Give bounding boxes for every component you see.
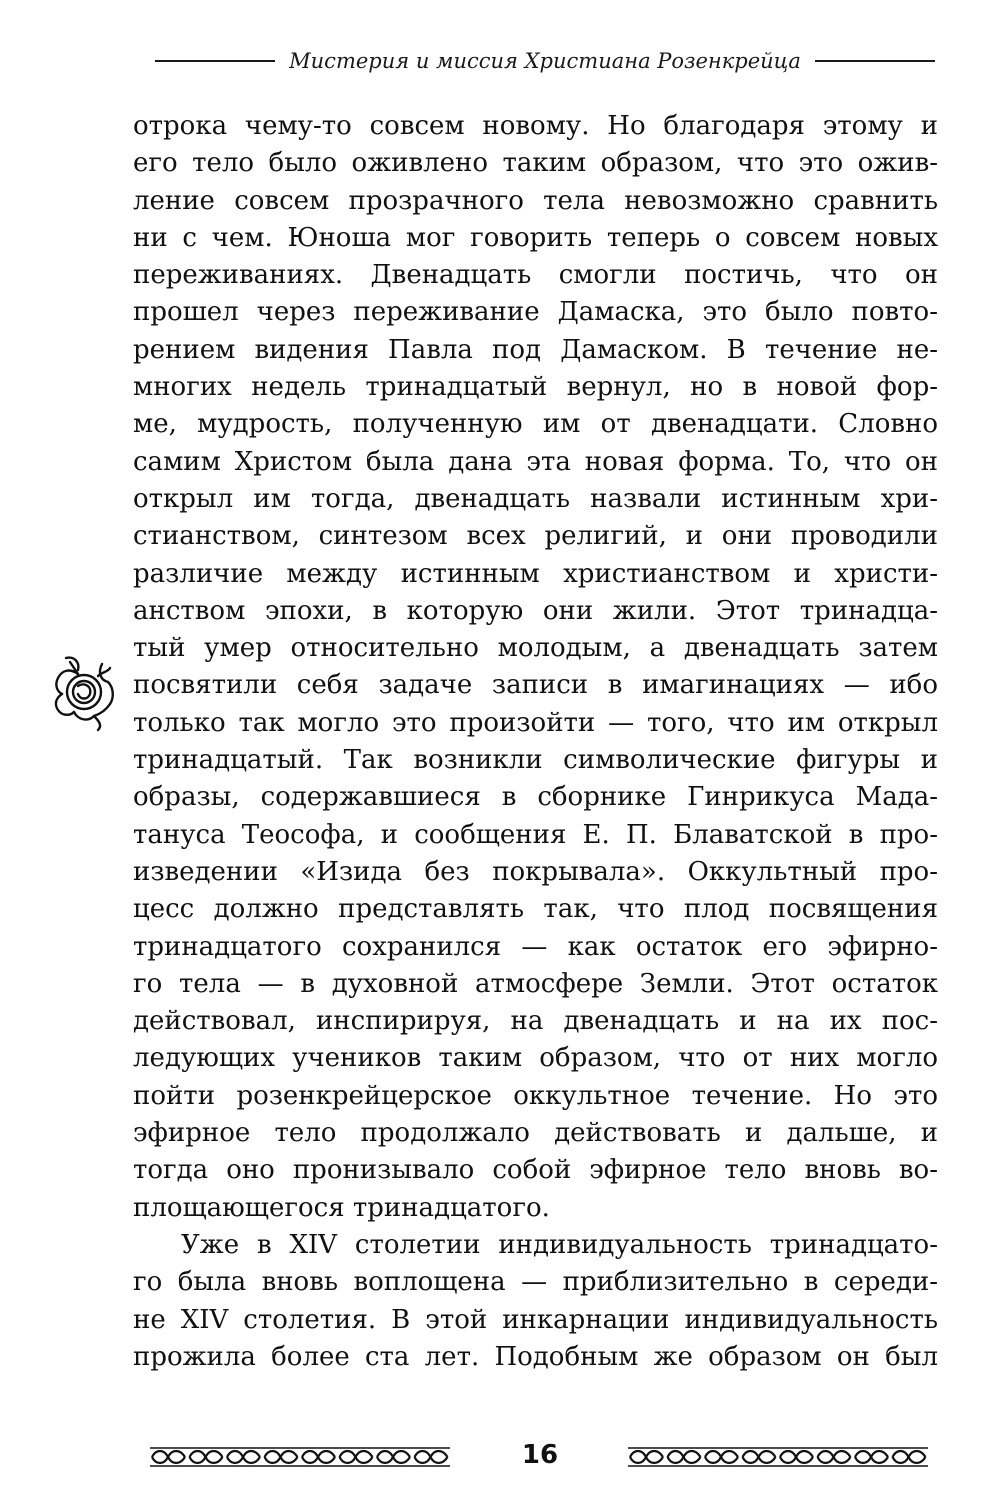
text-line: изведении «Изида без покрывала». Оккультный про- — [133, 856, 938, 887]
text-line: ледующих учеников таким образом, что от них могло — [133, 1043, 938, 1074]
text-line: тануса Теософа, и сообщения Е. П. Блаватской в про- — [133, 819, 938, 850]
text-line: ме, мудрость, полученную им от двенадцати. Словно — [133, 409, 938, 440]
paragraph — [133, 108, 938, 1227]
footer-ornament-left-icon — [150, 1446, 450, 1468]
text-line: не XIV столетия. В этой инкарнации индивидуальность — [133, 1304, 938, 1335]
text-line: переживаниях. Двенадцать смогли постичь, что он — [133, 260, 938, 291]
rose-emblem-icon — [48, 652, 120, 732]
text-line: многих недель тринадцатый вернул, но в новой фор- — [133, 372, 938, 403]
header-rule-left — [155, 60, 275, 62]
text-line: рением видения Павла под Дамаском. В течение не- — [133, 334, 938, 365]
running-header — [155, 44, 935, 78]
text-line: отрока чему-то совсем новому. Но благодаря этому и — [133, 111, 938, 141]
text-line: его тело было оживлено таким образом, что это ожив- — [133, 148, 938, 179]
paragraph — [133, 1227, 938, 1376]
text-line: эфирное тело продолжало действовать и дальше, и — [133, 1118, 938, 1149]
page-footer — [150, 1440, 930, 1474]
text-line: различие между истинным христианством и христи- — [133, 558, 938, 589]
text-line: го была вновь воплощена — приблизительно в середи- — [133, 1267, 938, 1298]
body-text — [133, 108, 938, 1376]
text-line: стианством, синтезом всех религий, и они проводили — [133, 521, 938, 552]
text-line: Уже в XIV столетии индивидуальность тринадцато- — [181, 1229, 938, 1260]
text-line: тринадцатый. Так возникли символические фигуры и — [133, 745, 938, 776]
text-line: прожила более ста лет. Подобным же образом он был — [133, 1341, 938, 1372]
text-line: посвятили себя задаче записи в имагинациях — ибо — [133, 670, 938, 701]
page-number: 16 — [521, 1440, 559, 1470]
text-line: открыл им тогда, двенадцать назвали истинным хри- — [133, 483, 938, 514]
text-line: ни с чем. Юноша мог говорить теперь о совсем новых — [133, 222, 938, 253]
running-header-title: Мистерия и миссия Христиана Розенкрейца — [289, 49, 801, 73]
text-line: тринадцатого сохранился — как остаток его эфирно- — [133, 931, 938, 962]
text-line: тогда оно пронизывало собой эфирное тело вновь во- — [133, 1155, 938, 1186]
text-line: действовал, инспирируя, на двенадцать и на их пос- — [133, 1006, 938, 1037]
text-line: образы, содержавшиеся в сборнике Гинрикуса Мада- — [133, 782, 938, 813]
header-rule-right — [815, 60, 935, 62]
text-line: анством эпохи, в которую они жили. Этот тринадца- — [133, 595, 938, 626]
text-line: пойти розенкрейцерское оккультное течение. Но это — [133, 1080, 938, 1111]
text-line: самим Христом была дана эта новая форма. То, что он — [133, 446, 938, 477]
text-line: тый умер относительно молодым, а двенадцать затем — [133, 633, 938, 664]
text-line: ление совсем прозрачного тела невозможно сравнить — [133, 185, 938, 216]
text-line: го тела — в духовной атмосфере Земли. Этот остаток — [133, 968, 938, 999]
footer-ornament-right-icon — [628, 1446, 928, 1468]
text-line: прошел через переживание Дамаска, это было повто- — [133, 297, 938, 328]
text-line: цесс должно представлять так, что плод посвящения — [133, 894, 938, 925]
text-line: только так могло это произойти — того, что им открыл — [133, 707, 938, 738]
text-line: площающегося тринадцатого. — [133, 1192, 550, 1223]
